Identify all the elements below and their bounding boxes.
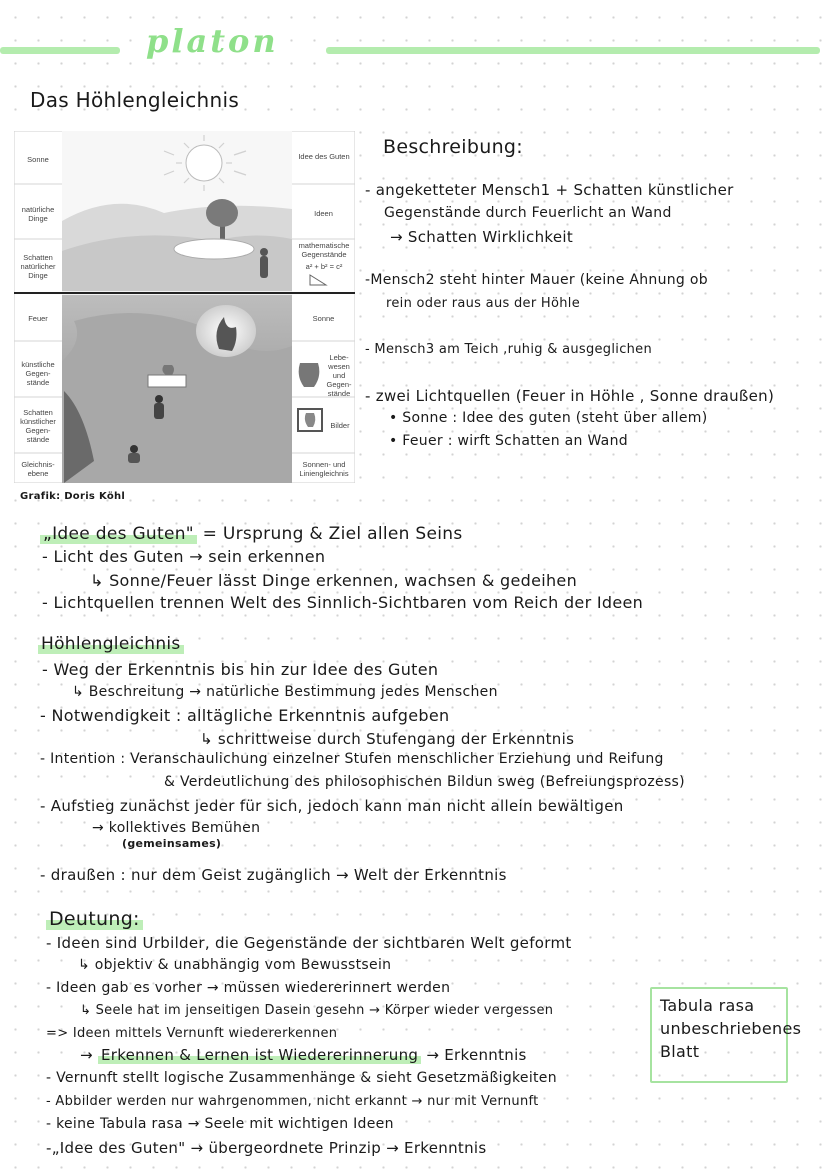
- cave-diagram-graphic: [14, 131, 355, 483]
- beschreibung-line: • Sonne : Idee des guten (steht über allem): [389, 410, 708, 426]
- diagram-right-label: Idee des Guten: [298, 152, 350, 161]
- diagram-right-label: mathematische Gegenstände: [298, 241, 350, 259]
- idee-highlight: „Idee des Guten": [40, 524, 197, 544]
- deutung-line: ↳ Seele hat im jenseitigen Dasein gesehn → Körper wieder vergessen: [80, 1003, 554, 1018]
- beschreibung-line: - zwei Lichtquellen (Feuer in Höhle , Sonne draußen): [365, 387, 775, 405]
- hoehlengleichnis-line: - Weg der Erkenntnis bis hin zur Idee des Guten: [42, 660, 439, 679]
- diagram-left-label: Schatten natürlicher Dinge: [20, 253, 56, 280]
- idee-line: ↳ Sonne/Feuer lässt Dinge erkennen, wachsen & gedeihen: [90, 571, 578, 590]
- diagram-right-label: Bilder: [330, 421, 350, 430]
- header-rule-right: [326, 47, 820, 54]
- hoehlengleichnis-line: → kollektives Bemühen: [92, 820, 261, 836]
- person-behind-wall-icon: [154, 395, 164, 419]
- deutung-arrow: →: [80, 1046, 93, 1064]
- hoehlengleichnis-line: (gemeinsames): [122, 837, 222, 850]
- diagram-credit: Grafik: Doris Köhl: [20, 491, 126, 502]
- hoehlengleichnis-line: & Verdeutlichung des philosophischen Bildun sweg (Befreiungsprozess): [164, 774, 685, 790]
- beschreibung-line: → Schatten Wirklichkeit: [390, 228, 574, 246]
- beschreibung-line: Gegenstände durch Feuerlicht an Wand: [384, 205, 672, 221]
- idee-line: - Lichtquellen trennen Welt des Sinnlich-Sichtbaren vom Reich der Ideen: [42, 593, 644, 612]
- beschreibung-line: -Mensch2 steht hinter Mauer (keine Ahnung ob: [365, 272, 708, 288]
- deutung-heading: [46, 908, 143, 930]
- fire-icon: [196, 305, 256, 357]
- person-at-pond-icon: [260, 248, 268, 278]
- beschreibung-line: - Mensch3 am Teich ,ruhig & ausgeglichen: [365, 342, 653, 357]
- deutung-line: - keine Tabula rasa → Seele mit wichtigen Ideen: [46, 1116, 394, 1132]
- vase-icon: [299, 363, 320, 387]
- deutung-line: - Abbilder werden nur wahrgenommen, nicht erkannt → nur mit Vernunft: [46, 1094, 539, 1109]
- cave-diagram: [14, 131, 355, 483]
- idee-line: [40, 524, 463, 544]
- diagram-left-label: Feuer: [28, 314, 48, 323]
- hoehlengleichnis-line: - Intention : Veranschaulichung einzelner Stufen menschlicher Erziehung und Reifung: [40, 751, 664, 767]
- idee-line: - Licht des Guten → sein erkennen: [42, 547, 326, 566]
- deutung-line: => Ideen mittels Vernunft wiedererkennen: [46, 1026, 338, 1041]
- picture-frame-icon: [298, 409, 322, 431]
- deutung-line: - Ideen gab es vorher → müssen wiedererinnert werden: [46, 980, 451, 996]
- beschreibung-line: - angeketteter Mensch1 + Schatten künstlicher: [365, 181, 734, 199]
- deutung-heading-text: Deutung:: [46, 908, 143, 930]
- tabula-rasa-line: Blatt: [660, 1042, 700, 1061]
- hoehlengleichnis-heading-text: Höhlengleichnis: [38, 634, 184, 654]
- diagram-left-label: Gleichnis-ebene: [21, 460, 55, 478]
- hoehlengleichnis-line: ↳ schrittweise durch Stufengang der Erkenntnis: [200, 730, 575, 748]
- diagram-right-label: Sonnen- und Liniengleichnis: [299, 460, 349, 478]
- header-rule-left: [0, 47, 120, 54]
- tabula-rasa-line: Tabula rasa: [660, 996, 755, 1015]
- hoehlengleichnis-line: ↳ Beschreitung → natürliche Bestimmung jedes Menschen: [72, 684, 498, 700]
- beschreibung-line: rein oder raus aus der Höhle: [386, 296, 580, 311]
- tabula-rasa-box: [650, 987, 802, 1083]
- beschreibung-heading: Beschreibung:: [383, 136, 523, 158]
- deutung-highlight: Erkennen & Lernen ist Wiedererinnerung: [98, 1046, 421, 1064]
- hoehlengleichnis-line: - Aufstieg zunächst jeder für sich, jedoch kann man nicht allein bewältigen: [40, 797, 624, 815]
- hoehlengleichnis-line: - Notwendigkeit : alltägliche Erkenntnis aufgeben: [40, 706, 450, 725]
- diagram-left-label: Sonne: [27, 155, 49, 164]
- beschreibung-line: • Feuer : wirft Schatten an Wand: [389, 433, 628, 449]
- section-title: Das Höhlengleichnis: [30, 88, 240, 112]
- diagram-left-label: Schatten künstlicher Gegen-stände: [20, 408, 56, 444]
- diagram-right-label: Ideen: [314, 209, 333, 218]
- diagram-right-label: a² + b² = c²: [305, 262, 343, 271]
- diagram-left-label: künstliche Gegen-stände: [21, 360, 55, 387]
- deutung-line: - Ideen sind Urbilder, die Gegenstände der sichtbaren Welt geformt: [46, 934, 572, 952]
- deutung-line: - Vernunft stellt logische Zusammenhänge & sieht Gesetzmäßigkeiten: [46, 1070, 557, 1086]
- diagram-right-label: Lebe-wesen und Gegen-stände: [326, 353, 352, 398]
- deutung-line: -„Idee des Guten" → übergeordnete Prinzip → Erkenntnis: [46, 1139, 487, 1157]
- diagram-right-label: Sonne: [312, 314, 335, 323]
- deutung-result: → Erkenntnis: [426, 1046, 527, 1064]
- idee-definition: = Ursprung & Ziel allen Seins: [196, 524, 463, 544]
- tabula-rasa-line: unbeschriebenes: [660, 1019, 802, 1038]
- diagram-left-label: natürliche Dinge: [21, 205, 55, 223]
- hoehlengleichnis-heading: [38, 634, 184, 654]
- hoehlengleichnis-line: - draußen : nur dem Geist zugänglich → Welt der Erkenntnis: [40, 866, 507, 884]
- deutung-line: ↳ objektiv & unabhängig vom Bewusstsein: [78, 957, 392, 973]
- page-title: platon: [146, 22, 279, 60]
- deutung-line: [80, 1046, 527, 1064]
